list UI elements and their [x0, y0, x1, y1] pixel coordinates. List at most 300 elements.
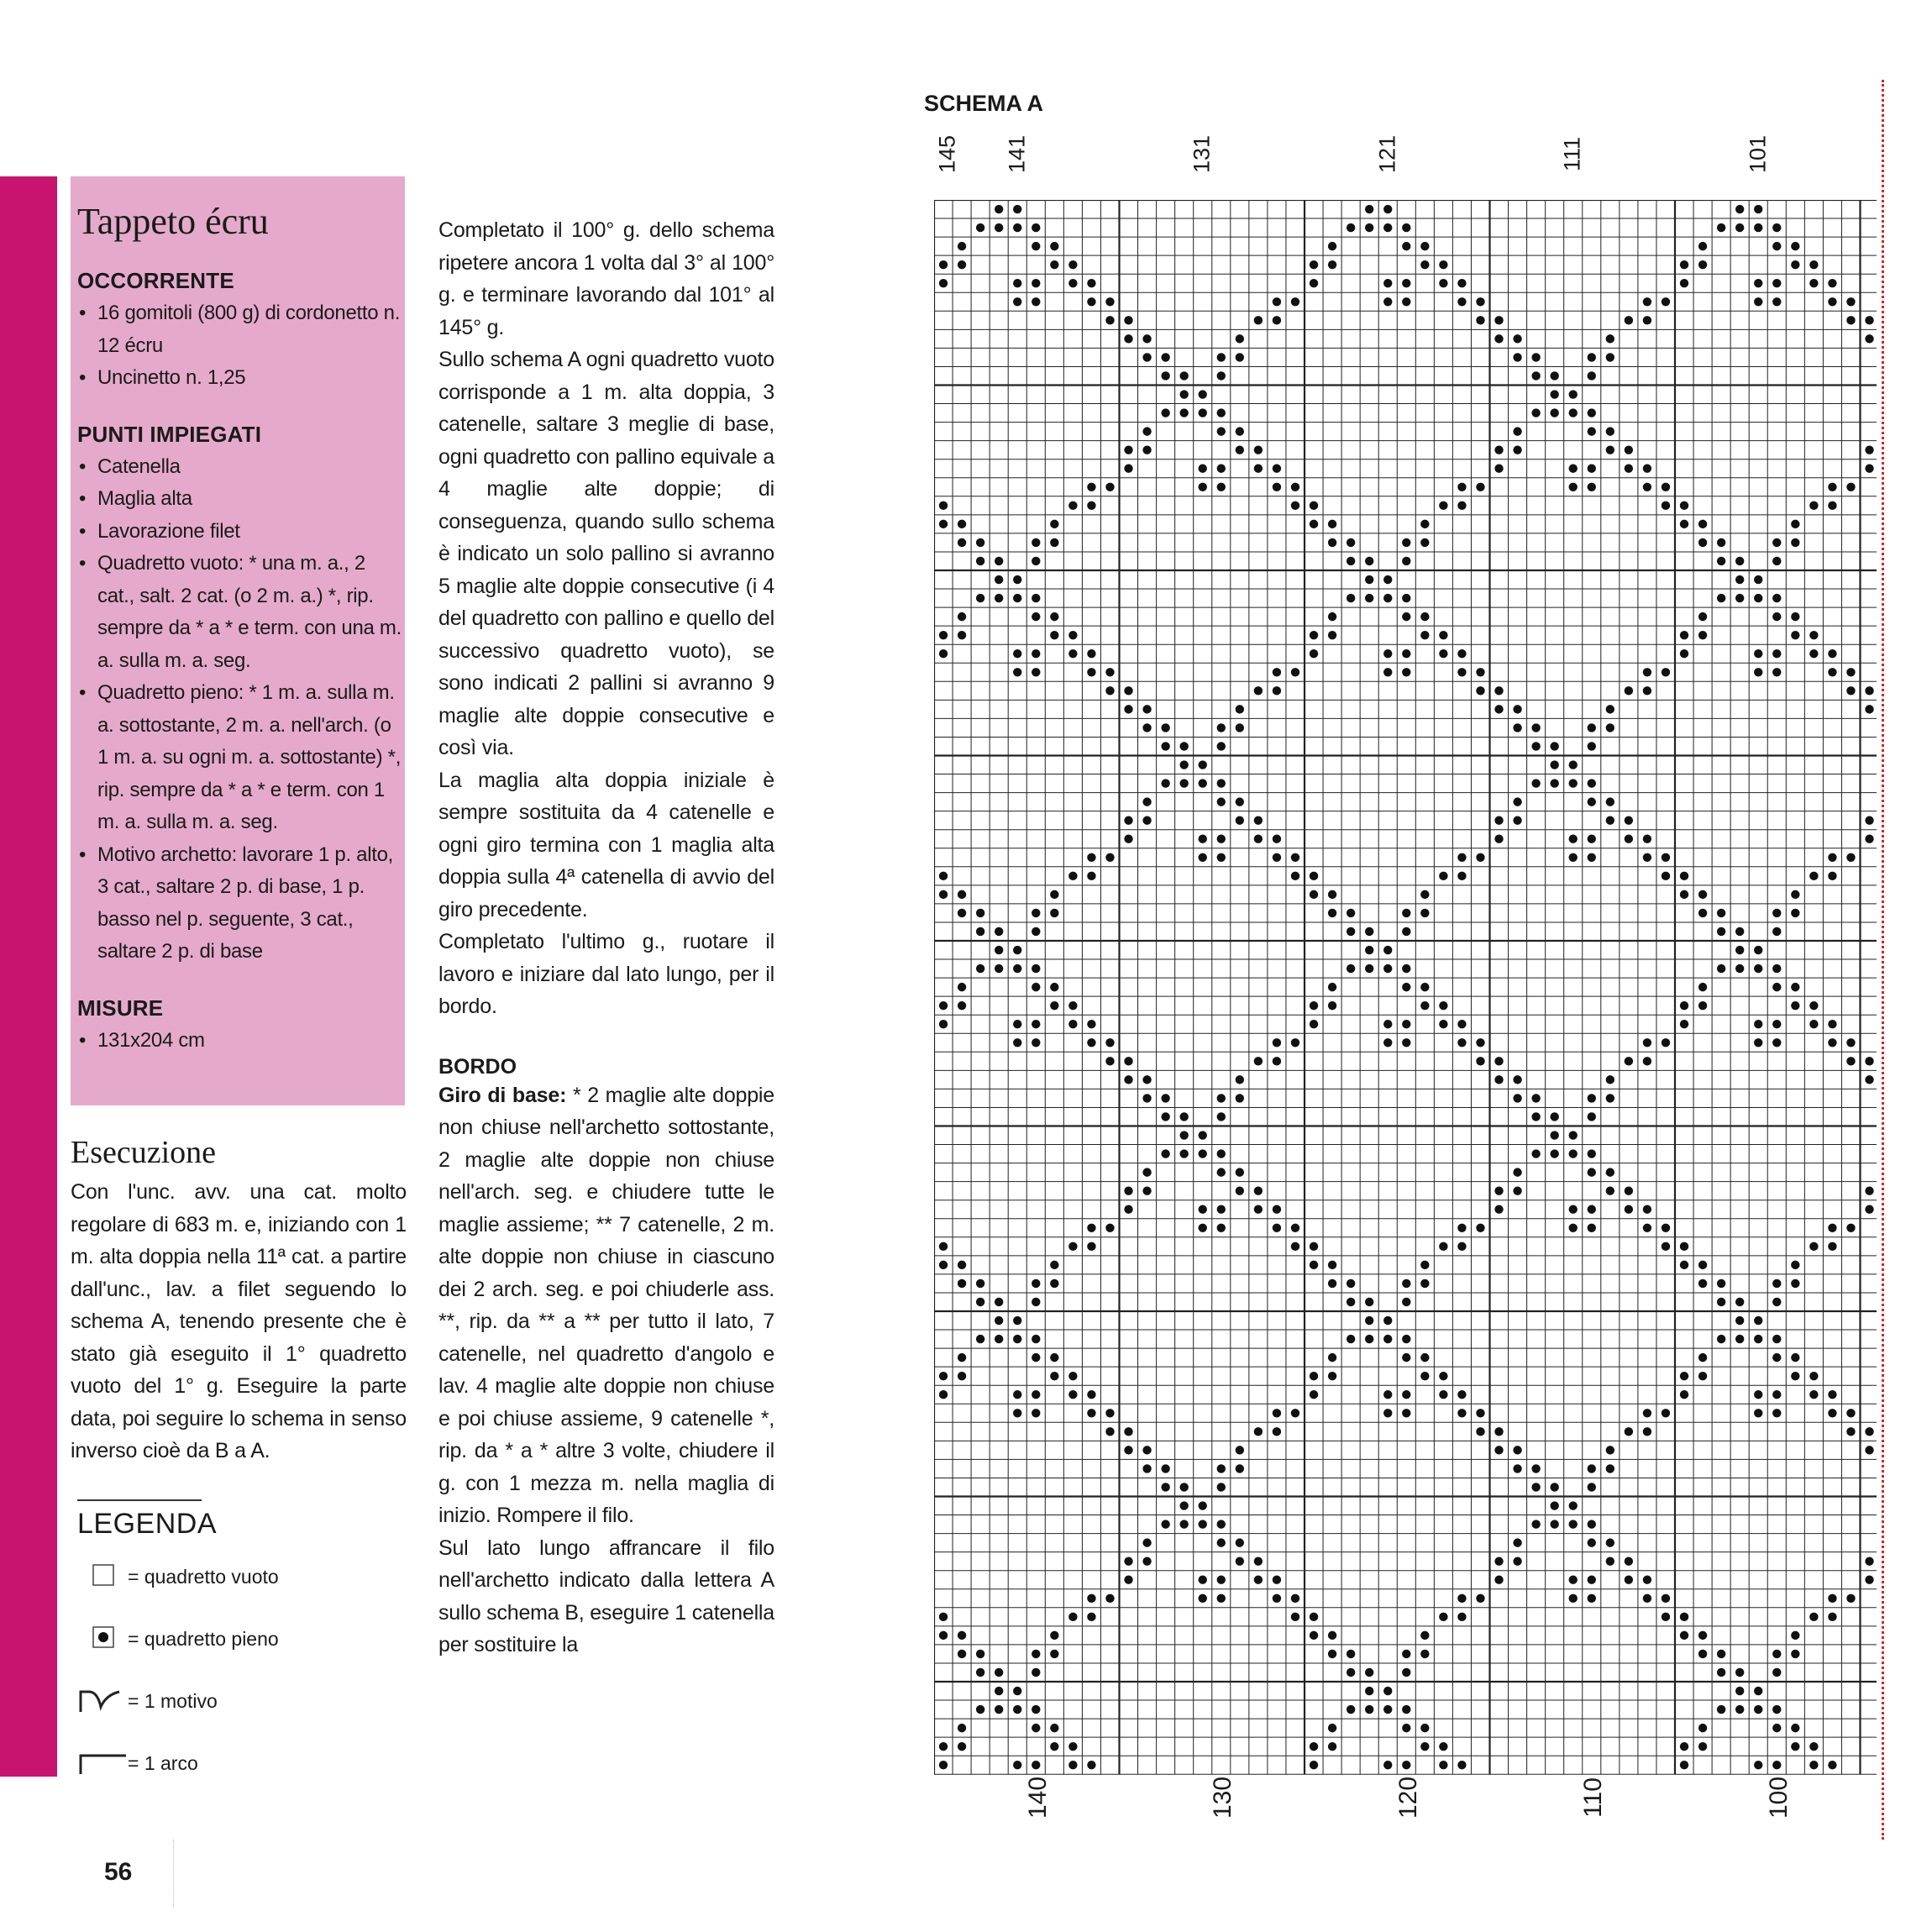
- filled-square-dot: [1347, 557, 1355, 565]
- filled-square-dot: [1310, 1372, 1318, 1380]
- filled-square-dot: [1698, 1001, 1707, 1010]
- filled-square-dot: [1625, 1576, 1633, 1584]
- filled-square-dot: [1402, 909, 1410, 917]
- filled-square-dot: [1772, 983, 1781, 991]
- filled-square-dot: [1588, 408, 1596, 417]
- filled-square-dot: [1865, 1205, 1873, 1214]
- filled-square-dot: [1791, 1724, 1799, 1732]
- filled-square-dot: [1328, 1001, 1336, 1010]
- filled-square-dot: [1105, 1409, 1114, 1417]
- filled-square-dot: [1698, 1742, 1707, 1751]
- filled-square-dot: [1273, 1038, 1281, 1047]
- filled-square-dot: [1662, 1613, 1670, 1621]
- filled-square-dot: [1791, 1001, 1799, 1010]
- filled-square-dot: [1717, 1705, 1725, 1714]
- filled-square-dot: [1068, 631, 1077, 639]
- filled-square-dot: [1383, 575, 1392, 584]
- filled-square-dot: [1217, 723, 1226, 732]
- filled-square-dot: [1846, 316, 1855, 324]
- filled-square-dot: [1772, 1298, 1781, 1306]
- filled-square-dot: [1032, 612, 1040, 621]
- filled-square-dot: [1383, 1020, 1392, 1028]
- filled-square-dot: [1199, 779, 1207, 787]
- filled-square-dot: [1236, 1186, 1244, 1194]
- filled-square-dot: [1310, 279, 1318, 287]
- filled-square-dot: [1328, 909, 1336, 917]
- filled-square-dot: [1698, 909, 1707, 917]
- filled-square-dot: [1328, 1650, 1336, 1658]
- filled-square-dot: [939, 631, 948, 639]
- filled-square-dot: [939, 890, 948, 899]
- filled-square-dot: [1328, 520, 1336, 528]
- filled-square-dot: [1439, 1742, 1447, 1751]
- filled-square-dot: [1865, 1446, 1873, 1454]
- filled-square-dot: [1420, 242, 1429, 250]
- filled-square-dot: [1402, 557, 1410, 565]
- filled-square-dot: [1569, 779, 1578, 787]
- filled-square-dot: [976, 1668, 984, 1677]
- filled-square-dot: [1717, 1279, 1725, 1288]
- filled-square-dot: [1606, 816, 1614, 824]
- filled-square-dot: [1142, 1538, 1151, 1546]
- filled-square-dot: [1050, 520, 1058, 528]
- filled-square-dot: [1273, 853, 1281, 862]
- filled-square-dot: [1550, 1501, 1558, 1509]
- filled-square-dot: [1828, 853, 1836, 862]
- filled-square-dot: [1310, 649, 1318, 658]
- filled-square-dot: [1569, 408, 1578, 417]
- filled-square-dot: [1050, 1631, 1058, 1640]
- filled-square-dot: [1569, 1576, 1578, 1584]
- filled-square-dot: [1476, 297, 1484, 306]
- filled-square-dot: [1717, 1668, 1725, 1677]
- filled-square-dot: [1050, 612, 1058, 621]
- filled-square-dot: [1457, 279, 1466, 287]
- bordo-lead: Giro di base:: [438, 1083, 567, 1107]
- filled-square-dot: [1420, 1279, 1429, 1288]
- filled-square-dot: [1735, 1335, 1744, 1343]
- filled-square-dot: [1865, 816, 1873, 824]
- tick-label-bottom: 110: [1579, 1777, 1607, 1818]
- filled-square-dot: [1068, 1001, 1077, 1010]
- tick-label-bottom: 100: [1765, 1776, 1793, 1819]
- filled-square-dot: [1439, 279, 1447, 287]
- filled-square-dot: [1791, 1261, 1799, 1269]
- filled-square-dot: [958, 1372, 966, 1380]
- filled-square-dot: [1772, 1335, 1781, 1343]
- filled-square-dot: [1420, 1742, 1429, 1751]
- list-item: • Maglia alta: [77, 483, 402, 516]
- filled-square-dot: [1588, 1094, 1596, 1102]
- filled-square-dot: [1828, 483, 1836, 491]
- filled-square-dot: [1124, 1205, 1132, 1214]
- filled-square-dot: [1569, 1131, 1578, 1139]
- filled-square-dot: [995, 205, 1003, 213]
- filled-square-dot: [1569, 760, 1578, 769]
- filled-square-dot: [1476, 1409, 1484, 1417]
- filled-square-dot: [1217, 853, 1226, 862]
- filled-square-dot: [1328, 260, 1336, 269]
- filled-square-dot: [1013, 964, 1021, 973]
- filled-square-dot: [1142, 705, 1151, 713]
- filled-square-dot: [1754, 1409, 1762, 1417]
- filled-square-dot: [1569, 1520, 1578, 1528]
- filled-square-dot: [958, 520, 966, 528]
- filled-square-dot: [1828, 1761, 1836, 1769]
- filled-square-dot: [1531, 371, 1540, 380]
- filled-square-dot: [1606, 1094, 1614, 1102]
- filled-square-dot: [1087, 668, 1095, 676]
- filled-square-dot: [1569, 1501, 1578, 1509]
- filled-square-dot: [1273, 668, 1281, 676]
- filled-square-dot: [1735, 1705, 1744, 1714]
- filled-square-dot: [1662, 1242, 1670, 1251]
- filled-square-dot: [1531, 1483, 1540, 1491]
- filled-square-dot: [1698, 1650, 1707, 1658]
- filled-square-dot: [1217, 835, 1226, 843]
- filled-square-dot: [1588, 371, 1596, 380]
- filled-square-dot: [1513, 1538, 1521, 1546]
- page-divider: [173, 1840, 174, 1907]
- filled-square-dot: [1698, 520, 1707, 528]
- filled-square-dot: [958, 538, 966, 547]
- filled-square-dot: [1513, 1464, 1521, 1473]
- filled-square-dot: [1217, 1576, 1226, 1584]
- filled-square-dot: [1087, 1594, 1095, 1603]
- filled-square-dot: [1680, 1742, 1688, 1751]
- filled-square-dot: [1402, 1705, 1410, 1714]
- tick-label-bottom: 120: [1394, 1776, 1422, 1819]
- filled-square-dot: [1513, 1168, 1521, 1176]
- filled-square-dot: [1643, 686, 1651, 695]
- filled-square-dot: [1662, 297, 1670, 306]
- filled-square-dot: [1068, 649, 1077, 658]
- filled-square-dot: [1643, 1057, 1651, 1065]
- filled-square-dot: [1772, 1279, 1781, 1288]
- filled-square-dot: [1142, 334, 1151, 343]
- filled-square-dot: [1105, 1224, 1114, 1232]
- filled-square-dot: [1772, 1390, 1781, 1399]
- filled-square-dot: [1643, 465, 1651, 473]
- filled-square-dot: [995, 223, 1003, 232]
- filled-square-dot: [1273, 1224, 1281, 1232]
- schema-title: SCHEMA A: [924, 91, 1044, 116]
- filled-square-dot: [1179, 779, 1188, 787]
- filled-square-dot: [1236, 723, 1244, 732]
- misure-heading: MISURE: [77, 995, 164, 1021]
- filled-square-dot: [1273, 483, 1281, 491]
- filled-square-dot: [1828, 1594, 1836, 1603]
- filled-square-dot: [958, 1353, 966, 1362]
- filled-square-dot: [1717, 909, 1725, 917]
- filled-square-dot: [1457, 1020, 1466, 1028]
- filled-square-dot: [1606, 427, 1614, 435]
- empty-square-icon: [91, 1562, 124, 1596]
- filled-square-dot: [1310, 1613, 1318, 1621]
- filled-square-dot: [1457, 1242, 1466, 1251]
- list-item: • Catenella: [77, 451, 402, 484]
- filled-square-dot: [1032, 1705, 1040, 1714]
- filled-square-dot: [1791, 1650, 1799, 1658]
- filled-square-dot: [1476, 483, 1484, 491]
- filled-square-dot: [1124, 1557, 1132, 1565]
- filled-square-dot: [1365, 1335, 1373, 1343]
- filled-square-dot: [1142, 1094, 1151, 1102]
- filled-square-dot: [958, 631, 966, 639]
- filled-square-dot: [1865, 334, 1873, 343]
- filled-square-dot: [1809, 1761, 1818, 1769]
- tick-label-top: 131: [1189, 134, 1215, 174]
- filled-square-dot: [1717, 927, 1725, 936]
- filled-square-dot: [958, 909, 966, 917]
- filled-square-dot: [1068, 279, 1077, 287]
- filled-square-dot: [1754, 223, 1762, 232]
- filled-square-dot: [1087, 1390, 1095, 1399]
- filled-square-dot: [1032, 242, 1040, 250]
- page-number: 56: [104, 1858, 133, 1886]
- filled-square-dot: [958, 612, 966, 621]
- filled-square-dot: [1217, 1594, 1226, 1603]
- filled-square-dot: [1383, 279, 1392, 287]
- filled-square-dot: [1698, 890, 1707, 899]
- filled-square-dot: [976, 1298, 984, 1306]
- filled-square-dot: [1142, 445, 1151, 454]
- filled-square-dot: [1494, 1576, 1503, 1584]
- filled-square-dot: [1087, 872, 1095, 880]
- filled-square-dot: [1032, 1668, 1040, 1677]
- filled-square-dot: [1457, 297, 1466, 306]
- filled-square-dot: [1513, 723, 1521, 732]
- filled-square-dot: [939, 1613, 948, 1621]
- filled-square-dot: [1588, 353, 1596, 361]
- filled-square-dot: [1625, 316, 1633, 324]
- arc-icon: [77, 1746, 128, 1779]
- filled-square-dot: [976, 557, 984, 565]
- filled-square-dot: [1865, 1186, 1873, 1194]
- filled-square-dot: [1365, 594, 1373, 602]
- filled-square-dot: [1439, 1390, 1447, 1399]
- filled-square-dot: [1032, 1409, 1040, 1417]
- occorrente-heading: OCCORRENTE: [77, 268, 234, 293]
- filled-square-dot: [1236, 427, 1244, 435]
- punti-list: [77, 451, 402, 969]
- filled-square-dot: [1087, 1613, 1095, 1621]
- filled-square-dot: [1050, 1279, 1058, 1288]
- filled-square-dot: [1217, 371, 1226, 380]
- list-item: • Quadretto vuoto: * una m. a., 2 cat., salt. 2 cat. (o 2 m. a.) *, rip. sempre da * a * e term. con una m. a. sulla m. a. seg.: [77, 548, 402, 677]
- filled-square-dot: [1032, 594, 1040, 602]
- filled-square-dot: [1809, 649, 1818, 658]
- filled-square-dot: [939, 279, 948, 287]
- filled-square-dot: [1662, 853, 1670, 862]
- filled-square-dot: [1161, 1094, 1169, 1102]
- filled-square-dot: [1179, 371, 1188, 380]
- filled-square-dot: [1142, 816, 1151, 824]
- filled-square-dot: [1772, 612, 1781, 621]
- filled-square-dot: [1013, 279, 1021, 287]
- tick-label-top: 141: [1004, 134, 1030, 174]
- filled-square-dot: [1199, 760, 1207, 769]
- filled-square-dot: [1402, 1761, 1410, 1769]
- filled-square-dot: [1236, 445, 1244, 454]
- filled-square-dot: [1420, 983, 1429, 991]
- filled-square-dot: [1254, 816, 1263, 824]
- filled-square-dot: [1457, 1613, 1466, 1621]
- filled-square-dot: [1735, 964, 1744, 973]
- filled-square-dot: [1772, 538, 1781, 547]
- instructions-column: [438, 214, 774, 1662]
- filled-square-dot: [976, 927, 984, 936]
- filled-square-dot: [1809, 1020, 1818, 1028]
- filled-square-dot: [1105, 668, 1114, 676]
- filled-square-dot: [1420, 1001, 1429, 1010]
- legend-title: LEGENDA: [77, 1508, 217, 1540]
- filled-square-dot: [1199, 1205, 1207, 1214]
- filled-square-dot: [1476, 1427, 1484, 1436]
- filled-square-dot: [1050, 538, 1058, 547]
- filled-square-dot: [1310, 501, 1318, 510]
- filled-square-dot: [1588, 853, 1596, 862]
- filled-square-dot: [1809, 872, 1818, 880]
- filled-square-dot: [1291, 1038, 1299, 1047]
- filled-square-dot: [976, 964, 984, 973]
- filled-square-dot: [995, 1705, 1003, 1714]
- filled-square-dot: [1199, 835, 1207, 843]
- paragraph: Completato il 100° g. dello schema ripetere ancora 1 volta dal 3° al 100° g. e terminare lavorando dal 101° al 145° g.: [438, 218, 774, 339]
- motif-icon: [77, 1683, 128, 1717]
- filled-square-dot: [1032, 927, 1040, 936]
- filled-square-dot: [1383, 1038, 1392, 1047]
- filled-square-dot: [1513, 353, 1521, 361]
- filled-square-dot: [1476, 1224, 1484, 1232]
- filled-square-dot: [1383, 1335, 1392, 1343]
- filled-square-dot: [1828, 1038, 1836, 1047]
- filled-square-dot: [1698, 631, 1707, 639]
- filled-square-dot: [1531, 1520, 1540, 1528]
- filled-square-dot: [1606, 723, 1614, 732]
- filled-square-dot: [1179, 1501, 1188, 1509]
- list-item: • 131x204 cm: [77, 1025, 402, 1058]
- filled-square-dot: [1328, 1353, 1336, 1362]
- filled-square-dot: [1068, 1372, 1077, 1380]
- filled-square-dot: [1032, 1279, 1040, 1288]
- filled-square-dot: [1420, 1261, 1429, 1269]
- filled-square-dot: [1291, 297, 1299, 306]
- filled-square-dot: [1457, 853, 1466, 862]
- filled-square-dot: [1643, 835, 1651, 843]
- filled-square-dot: [1310, 1761, 1318, 1769]
- filled-square-dot: [1531, 1149, 1540, 1158]
- filled-square-dot: [1569, 483, 1578, 491]
- filled-square-dot: [1105, 1594, 1114, 1603]
- filled-square-dot: [1772, 1038, 1781, 1047]
- filled-square-dot: [1606, 1168, 1614, 1176]
- filled-square-dot: [1105, 316, 1114, 324]
- filled-square-dot: [1365, 1316, 1373, 1325]
- filled-square-dot: [1625, 445, 1633, 454]
- filled-square-dot: [1846, 1594, 1855, 1603]
- misure-list: [77, 1025, 402, 1058]
- filled-square-dot: [1846, 1038, 1855, 1047]
- filled-square-dot: [1291, 1409, 1299, 1417]
- filled-square-dot: [1236, 1557, 1244, 1565]
- filled-square-dot: [1105, 686, 1114, 695]
- filled-square-dot: [1050, 890, 1058, 899]
- filled-square-dot: [939, 872, 948, 880]
- filled-square-dot: [1550, 1149, 1558, 1158]
- filled-square-dot: [1772, 909, 1781, 917]
- filled-square-dot: [1643, 1038, 1651, 1047]
- filled-square-dot: [1365, 223, 1373, 232]
- filled-square-dot: [1717, 594, 1725, 602]
- filled-square-dot: [1494, 1186, 1503, 1194]
- filled-square-dot: [958, 1742, 966, 1751]
- filled-square-dot: [958, 1650, 966, 1658]
- filled-square-dot: [1124, 316, 1132, 324]
- filled-square-dot: [1402, 1020, 1410, 1028]
- filled-square-dot: [1310, 1261, 1318, 1269]
- filled-square-dot: [1754, 649, 1762, 658]
- filled-square-dot: [1439, 1001, 1447, 1010]
- filled-square-dot: [1032, 964, 1040, 973]
- materials-box: [71, 176, 405, 1105]
- filled-square-dot: [1402, 1390, 1410, 1399]
- filled-square-dot: [1457, 1594, 1466, 1603]
- filled-square-dot: [1698, 612, 1707, 621]
- list-item: • Motivo archetto: lavorare 1 p. alto, 3 cat., saltare 2 p. di base, 1 p. basso nel p. seguente, 3 cat., saltare 2 p. di base: [77, 839, 402, 969]
- filled-square-dot: [1550, 742, 1558, 750]
- filled-square-dot: [1347, 1650, 1355, 1658]
- filled-square-dot: [1588, 1149, 1596, 1158]
- filled-square-dot: [1772, 242, 1781, 250]
- filled-square-dot: [1494, 835, 1503, 843]
- filled-square-dot: [1236, 1446, 1244, 1454]
- filled-square-dot: [1254, 835, 1263, 843]
- filled-square-dot: [1402, 983, 1410, 991]
- filled-square-dot: [1809, 631, 1818, 639]
- filled-square-dot: [1310, 260, 1318, 269]
- filled-square-dot: [1310, 1001, 1318, 1010]
- filled-square-dot: [1217, 742, 1226, 750]
- filled-square-dot: [1865, 705, 1873, 713]
- filled-square-dot: [1291, 483, 1299, 491]
- filled-square-dot: [1050, 631, 1058, 639]
- filled-square-dot: [1772, 964, 1781, 973]
- filled-square-dot: [1291, 853, 1299, 862]
- filled-square-dot: [995, 575, 1003, 584]
- filled-square-dot: [1846, 1409, 1855, 1417]
- filled-square-dot: [1662, 872, 1670, 880]
- filled-square-dot: [1383, 1687, 1392, 1695]
- filled-square-dot: [1402, 1279, 1410, 1288]
- filled-square-dot: [1032, 1038, 1040, 1047]
- filled-square-dot: [976, 223, 984, 232]
- filled-square-dot: [1494, 1446, 1503, 1454]
- filled-square-dot: [1383, 964, 1392, 973]
- filled-square-dot: [1754, 575, 1762, 584]
- filled-square-dot: [1698, 538, 1707, 547]
- filled-square-dot: [1698, 1279, 1707, 1288]
- filled-square-dot: [1588, 483, 1596, 491]
- filled-square-dot: [1698, 260, 1707, 269]
- filled-square-dot: [1457, 483, 1466, 491]
- filled-square-dot: [995, 964, 1003, 973]
- filled-square-dot: [1013, 1038, 1021, 1047]
- filled-square-dot: [1087, 297, 1095, 306]
- filled-square-dot: [939, 520, 948, 528]
- filled-square-dot: [1254, 1427, 1263, 1436]
- filled-square-dot: [1347, 927, 1355, 936]
